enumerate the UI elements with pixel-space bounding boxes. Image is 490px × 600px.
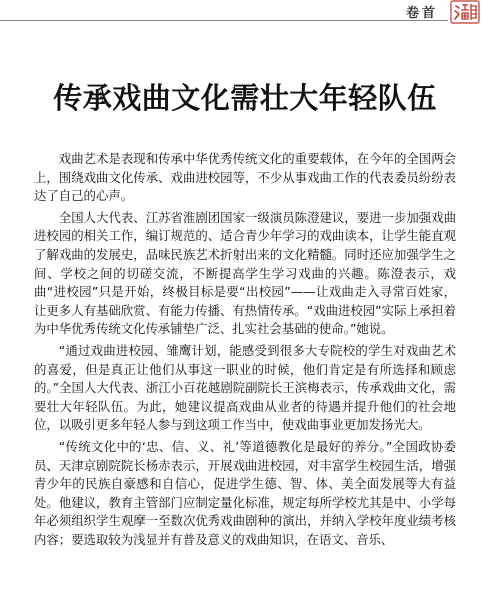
header-rule [0,20,448,21]
article-body [34,150,456,552]
article-paragraph: 戏曲艺术是表现和传承中华优秀传统文化的重要载体，在今年的全国两会上，围绕戏曲文化传承、戏曲进校园等，不少从事戏曲工作的代表委员纷纷表达了自己的心声。 [34,151,456,204]
article-title: 传承戏曲文化需壮大年轻队伍 [53,81,437,115]
magazine-logo-icon [450,0,480,24]
article-paragraph: “传统文化中的‘忠、信、义、礼’等道德教化是最好的养分。”全国政协委员、天津京剧院院长杨赤表示，开展戏曲进校园，对丰富学生校园生活，增强青少年的民族自豪感和自信心，促进学生德、智、体、美全面发展等大有益处。他建议，教育主管部门应制定量化标准，规定每所学校尤其是中、小学每年必须组织学生观摩一至数次优秀戏曲剧种的演出，并纳入学校年度业绩考核内容；要选取较为浅显并有普及意义的戏曲知识，在语文、音乐、 [34,438,456,547]
article-paragraph: “通过戏曲进校园、雏鹰计划，能感受到很多大专院校的学生对戏曲艺术的喜爱，但是真正让他们从事这一职业的时候，他们肯定是有所选择和顾虑的。”全国人大代表、浙江小百花越剧院副院长王滨梅表示，传承戏曲文化，需要壮大年轻队伍。为此，她建议提高戏曲从业者的待遇并提升他们的社会地位，以吸引更多年轻人参与到这项工作当中，使戏曲事业更加发扬光大。 [34,342,456,433]
article-paragraph: 全国人大代表、江苏省淮剧团国家一级演员陈澄建议，要进一步加强戏曲进校园的相关工作，编订规范的、适合青少年学习的戏曲读本，让学生能直观了解戏曲的发展史，品味民族艺术折射出来的文化精髓。同时还应加强学生之间、学校之间的切磋交流，不断提高学生学习戏曲的兴趣。陈澄表示，戏曲“进校园”只是开始，终极目标是要“出校园”——让戏曲走入寻常百姓家，让更多人有基础欣赏、有能力传播、有热情传承。“戏曲进校园”实际上承担着为中华优秀传统文化传承铺垫广泛、扎实社会基础的使命。”她说。 [34,209,456,337]
page-header [0,0,490,28]
section-label: 卷首 [405,6,438,21]
